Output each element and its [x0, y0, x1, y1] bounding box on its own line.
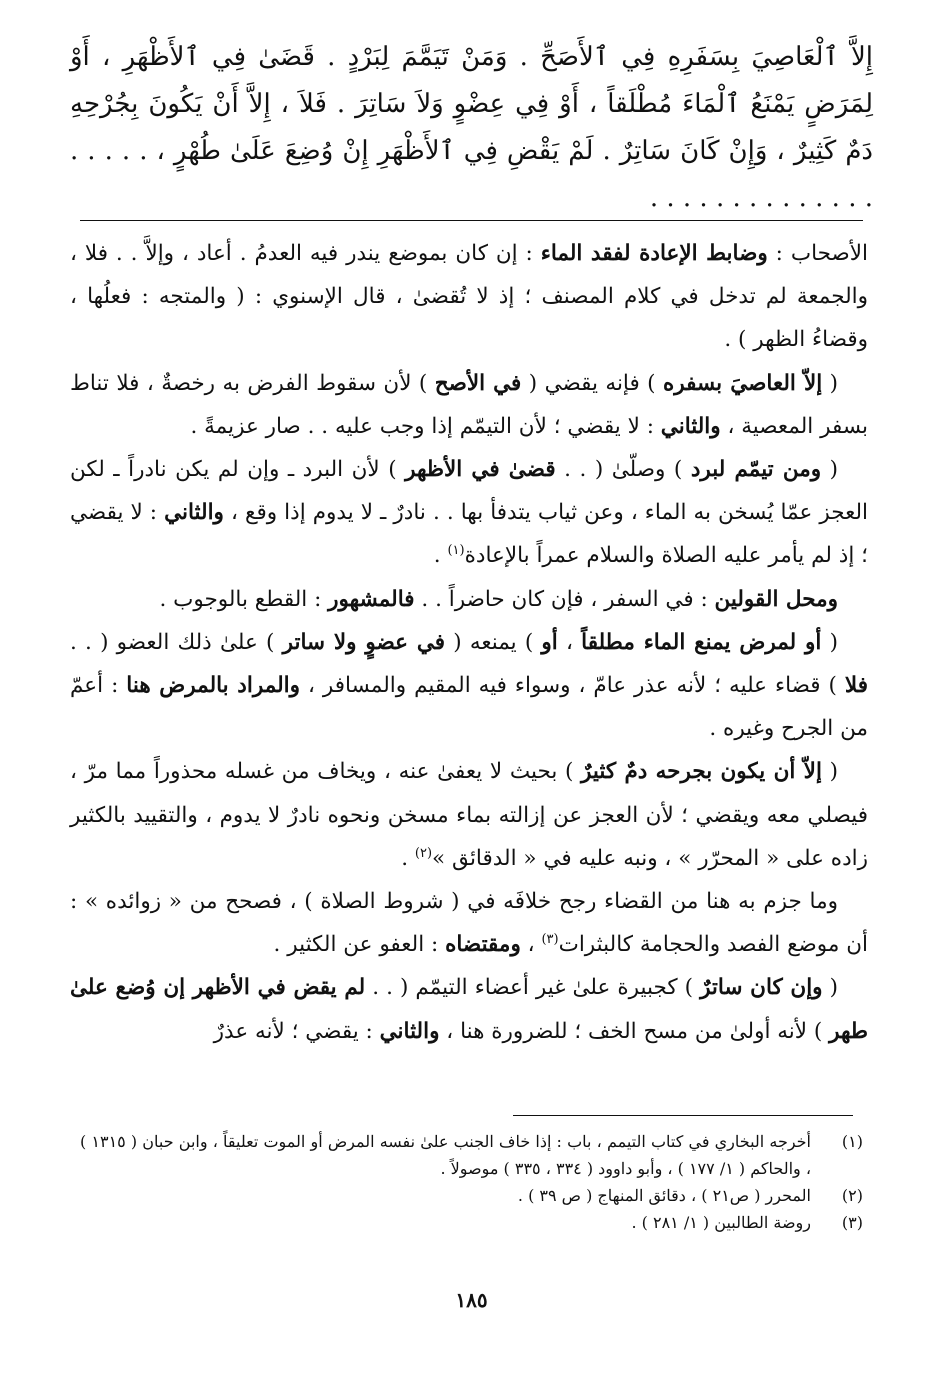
text-run: ، [557, 629, 582, 655]
footnote-item [80, 1182, 863, 1209]
footnote-text: المحرر ( ص٢١ ) ، دقائق المنهاج ( ص ٣٩ ) . [517, 1186, 811, 1205]
footnote-separator-rule [513, 1115, 853, 1116]
footnote-ref: (٣) [541, 932, 559, 948]
text-run: ( [822, 975, 839, 1001]
text-run: وما جزم به هنا من القضاء رجح خلافَه في ( شروط الصلاة ) ، فصحح من « زوائده » : أن موضع الفصد والحجامة كالبثرات [70, 889, 868, 958]
text-run: : إن كان بموضع يندر فيه العدمُ . أعاد ، وإلاَّ . . فلا ، والجمعة لم تدخل في كلام المصنف ؛ إذ لا تُقضىٰ ، قال الإسنوي : ( والمتجه : فعلُها ، وقضاءُ الظهر ) . [70, 241, 868, 353]
matn-paragraph: إِلاَّ ٱلْعَاصِيَ بِسَفَرِهِ فِي ٱلأَصَحِّ . وَمَنْ تَيَمَّمَ لِبَرْدٍ . قَضَىٰ فِي ٱلأَظْهَرِ ، أَوْ لِمَرَضٍ يَمْنَعُ ٱلْمَاءَ مُطْلَقاً ، أَوْ فِي عِضْوٍ وَلاَ سَاتِرَ . فَلاَ ، إِلاَّ أَنْ يَكُونَ بِجُرْحِهِ دَمٌ كَثِيرٌ ، وَإِنْ كَانَ سَاتِرٌ . لَمْ يَقْضِ فِي ٱلأَظْهَرِ إِنْ وُضِعَ عَلَىٰ طُهْرٍ ، . . . . . . . . . . . . . . . . . . . [70, 42, 873, 213]
bold-run: وضابط الإعادة لفقد الماء [540, 241, 768, 266]
bold-run: في عضوٍ ولا ساتر [282, 629, 446, 655]
text-run: ( [821, 629, 838, 655]
bold-run: فلا [844, 673, 868, 699]
footnote-number: (٢) [841, 1186, 863, 1205]
text-run: ( [822, 370, 838, 396]
text-run: ( [821, 457, 838, 483]
footnote-item [80, 1128, 863, 1182]
sharh-paragraph-3 [70, 448, 868, 578]
bold-run: ومحل القولين [714, 586, 838, 612]
text-run: . [401, 845, 415, 871]
bold-run: إلاّ العاصيَ بسفره [663, 370, 823, 396]
text-run: : في السفر ، فإن كان حاضراً . . [414, 586, 715, 612]
text-run: : لا يقضي ؛ إذ لم يأمر عليه الصلاة والسلام عمراً بالإعادة [70, 500, 868, 569]
footnote-ref: (٢) [414, 845, 433, 861]
text-run: ) قضاء عليه ؛ لأنه عذر عامّ ، وسواء فيه المقيم والمسافر ، [300, 673, 845, 699]
sharh-paragraph-2 [70, 362, 868, 448]
bold-run: والمراد بالمرض هنا [126, 673, 301, 699]
text-run: ، [520, 932, 542, 958]
sharh-paragraph-7 [70, 880, 868, 966]
text-run: ) فإنه يقضي ( [521, 370, 663, 396]
bold-run: أو [541, 629, 558, 655]
sharh-paragraph-1 [70, 232, 868, 362]
text-run: الأصحاب : [767, 241, 868, 266]
text-run: : العفو عن الكثير . [273, 932, 446, 958]
text-run: ( [821, 759, 838, 785]
text-run: ) يمنعه ( [445, 629, 542, 655]
bold-run: والثاني [660, 413, 721, 439]
footnote-text: أخرجه البخاري في كتاب التيمم ، باب : إذا خاف الجنب علىٰ نفسه المرض أو الموت تعليقاً ، وابن حبان ( ١٣١٥ ) ، والحاكم ( ١/ ١٧٧ ) ، وأبو داوود ( ٣٣٤ ، ٣٣٥ ) موصولاً . [80, 1132, 811, 1178]
bold-run: والثاني [379, 1018, 440, 1044]
text-run: : القطع بالوجوب . [159, 586, 329, 612]
sharh-paragraph-5 [70, 621, 868, 751]
footnotes-block [80, 1128, 863, 1236]
text-run: ) بحيث لا يعفىٰ عنه ، ويخاف من غسله محذوراً مما مرّ ، فيصلي معه ويقضي ؛ لأن العجز عن إزالته بماء مسخن ونحوه نادرٌ لا يدوم ، والتقييد بالكثير زاده على « المحرّر » ، ونبه عليه في « الدقائق » [70, 759, 868, 871]
footnote-item [80, 1209, 863, 1236]
bold-run: فالمشهور [328, 586, 415, 612]
sharh-paragraph-4 [70, 578, 868, 621]
matn-text-block [70, 34, 873, 222]
text-run: ) لأن سقوط الفرض به رخصةٌ ، فلا تناط بسفر المعصية ، [70, 370, 868, 439]
bold-run: ومقتضاه [445, 932, 521, 958]
sharh-commentary-block [70, 232, 868, 1053]
matn-separator-rule [80, 220, 863, 221]
bold-run: لم يقض في الأظهر إن وُضع علىٰ طهر [70, 975, 868, 1044]
text-run: ) لأن البرد ـ وإن لم يكن نادراً ـ لكن العجز عمّا يُسخن به الماء ، وعن ثياب يتدفأ بها . . نادرٌ ـ لا يدوم إذا وقع ، [70, 457, 868, 526]
text-run: ) وصلّىٰ ( . . [555, 457, 691, 483]
sharh-paragraph-8 [70, 966, 868, 1052]
text-run: ) كجبيرة علىٰ غير أعضاء التيمّم ( . . [365, 975, 701, 1001]
footnote-number: (٣) [841, 1213, 863, 1232]
bold-run: وإن كان ساترٌ [700, 975, 823, 1001]
text-run: : أعمّ من الجرح وغيره . [70, 673, 868, 742]
text-run: ) علىٰ ذلك العضو ( . . [70, 629, 283, 655]
text-run: : يقضي ؛ لأنه عذرٌ [213, 1018, 380, 1044]
bold-run: والثاني [164, 500, 224, 526]
page-number: ١٨٥ [455, 1288, 488, 1312]
bold-run: ومن تيمّم لبرد [690, 457, 822, 483]
bold-run: إلاّ أن يكون بجرحه دمٌ كثيرٌ [581, 759, 822, 785]
footnote-ref: (١) [447, 543, 465, 559]
footnote-text: روضة الطالبين ( ١/ ٢٨١ ) . [631, 1213, 811, 1232]
bold-run: في الأصح [434, 370, 522, 396]
text-run: ) لأنه أولىٰ من مسح الخف ؛ للضرورة هنا ، [439, 1018, 830, 1044]
footnote-number: (١) [841, 1132, 863, 1151]
text-run: . [433, 543, 448, 569]
bold-run: قضىٰ في الأظهر [405, 457, 556, 483]
sharh-paragraph-6 [70, 750, 868, 880]
text-run: : لا يقضي ؛ لأن التيمّم إذا وجب عليه . . صار عزيمةً . [190, 413, 661, 439]
bold-run: أو لمرض يمنع الماء مطلقاً [581, 629, 822, 655]
